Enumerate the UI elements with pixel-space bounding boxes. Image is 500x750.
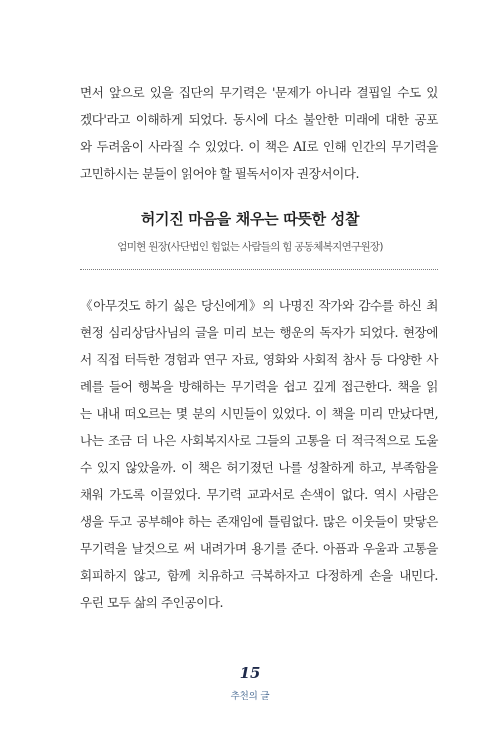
paragraph-line: 겠다'라고 이해하게 되었다. 동시에 다소 불안한 미래에 대한 공포 (80, 112, 438, 127)
paragraph-line: 채워 가도록 이끌었다. 무기력 교과서로 손색이 없다. 역시 사람은 (80, 487, 438, 502)
paragraph-line: 서 직접 터득한 경험과 연구 자료, 영화와 사회적 참사 등 다양한 사 (80, 352, 438, 367)
footer-section-label: 추천의 글 (230, 691, 270, 702)
paragraph-line: 는 내내 떠오르는 몇 분의 시민들이 있었다. 이 책을 미리 만났다면, (80, 406, 438, 421)
dotted-divider (80, 269, 438, 270)
paragraph-line: 현정 심리상담사님의 글을 미리 보는 행운의 독자가 되었다. 현장에 (80, 325, 438, 340)
paragraph-line: 《아무것도 하기 싫은 당신에게》의 나명진 작가와 감수를 하신 최 (80, 298, 438, 313)
paragraph-line: 생을 두고 공부해야 하는 존재임에 틀림없다. 많은 이웃들이 맞닿은 (80, 514, 438, 529)
paragraph-line: 우린 모두 삶의 주인공이다. (80, 595, 224, 610)
paragraph-line: 나는 조금 더 나은 사회복지사로 그들의 고통을 더 적극적으로 도울 (80, 433, 438, 448)
paragraph-line: 회피하지 않고, 함께 치유하고 극복하자고 다정하게 손을 내민다. (80, 568, 438, 583)
paragraph-line: 와 두려움이 사라질 수 있었다. 이 책은 AI로 인해 인간의 무기력을 (80, 139, 438, 154)
page-number: 15 (239, 664, 261, 682)
paragraph-line: 고민하시는 분들이 읽어야 할 필독서이자 권장서이다. (80, 166, 360, 181)
section-title: 허기진 마음을 채우는 따뜻한 성찰 (140, 210, 360, 228)
paragraph-line: 무기력을 날것으로 써 내려가며 용기를 준다. 아픔과 우울과 고통을 (80, 541, 438, 556)
paragraph-line: 례를 들어 행복을 방해하는 무기력을 쉽고 깊게 접근한다. 책을 읽 (80, 379, 438, 394)
section-byline: 엄미현 원장(사단법인 힘없는 사람들의 힘 공동체복지연구원장) (117, 241, 383, 253)
paragraph-line: 수 있지 않았을까. 이 책은 허기졌던 나를 성찰하게 하고, 부족함을 (80, 460, 438, 475)
main-paragraph (80, 292, 438, 616)
paragraph-line: 면서 앞으로 있을 집단의 무기력은 '문제가 아니라 결핍일 수도 있 (80, 85, 438, 100)
top-paragraph (80, 79, 438, 187)
